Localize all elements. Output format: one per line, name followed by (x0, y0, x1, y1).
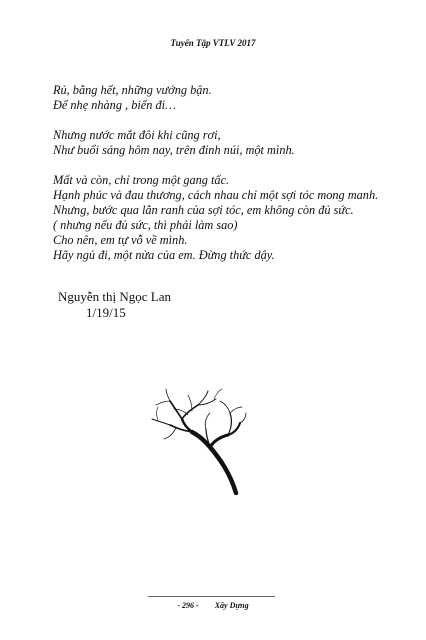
footer-label: Xây Dựng (214, 601, 249, 610)
page-header: Tuyển Tập VTLV 2017 (170, 38, 256, 48)
poem-line: Như buổi sáng hôm nay, trên đỉnh núi, một mình. (53, 143, 295, 157)
signature (58, 289, 171, 321)
poem-line: Hạnh phúc và đau thương, cách nhau chỉ một sợi tóc mong manh. (53, 188, 379, 202)
poem-line: ( nhưng nếu đủ sức, thì phải làm sao) (53, 218, 238, 232)
bare-tree-icon (148, 385, 248, 495)
poem-line: Nhưng nước mắt đôi khi cũng rơi, (53, 128, 221, 142)
poem-line: Rủ, bằng hết, những vướng bận. (53, 83, 212, 97)
poem-line: Để nhẹ nhàng , biến đi… (53, 98, 176, 112)
footer-rule (148, 596, 275, 597)
poem-line: Nhưng, bước qua lằn ranh của sợi tóc, em không còn đủ sức. (53, 203, 354, 217)
page-footer (0, 601, 426, 610)
author-name: Nguyễn thị Ngọc Lan (58, 289, 172, 304)
page-number: - 296 - (177, 601, 199, 610)
poem-line: Hãy ngủ đi, một nửa của em. Đừng thức dậy. (53, 248, 275, 262)
poem-line: Mất và còn, chỉ trong một gang tấc. (53, 173, 230, 187)
poem-body (53, 83, 383, 263)
poem-line: Cho nên, em tự vỗ về mình. (53, 233, 188, 247)
signature-date: 1/19/15 (86, 305, 126, 320)
